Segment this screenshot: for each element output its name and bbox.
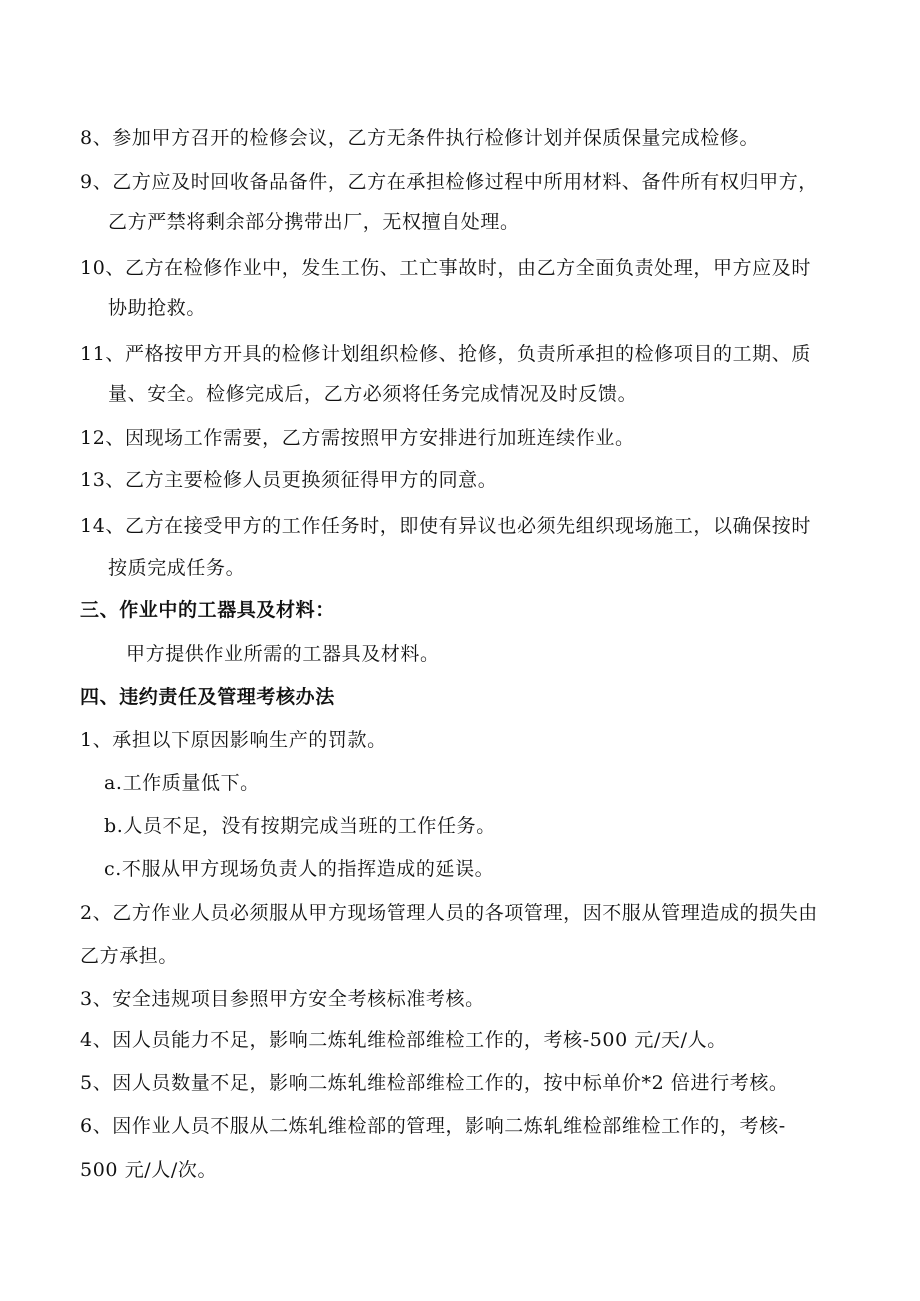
penalty-2-line-2: 乙方承担。	[80, 945, 179, 967]
section-3-heading: 三、作业中的工器具及材料：	[80, 599, 335, 621]
clause-11-line-1: 11、严格按甲方开具的检修计划组织检修、抢修，负责所承担的检修项目的工期、质	[80, 343, 811, 365]
penalty-4: 4、因人员能力不足，影响二炼轧维检部维检工作的，考核-500 元/天/人。	[80, 1029, 727, 1051]
penalty-1-a: a.工作质量低下。	[104, 772, 260, 794]
penalty-2-line-1: 2、乙方作业人员必须服从甲方现场管理人员的各项管理，因不服从管理造成的损失由	[80, 902, 818, 924]
clause-9-line-2: 乙方严禁将剩余部分携带出厂，无权擅自处理。	[108, 211, 520, 233]
clause-11-line-2: 量、安全。检修完成后，乙方必须将任务完成情况及时反馈。	[108, 383, 638, 405]
penalty-5: 5、因人员数量不足，影响二炼轧维检部维检工作的，按中标单价*2 倍进行考核。	[80, 1072, 789, 1094]
penalty-6-line-1: 6、因作业人员不服从二炼轧维检部的管理，影响二炼轧维检部维检工作的，考核-	[80, 1115, 786, 1137]
clause-14-line-1: 14、乙方在接受甲方的工作任务时，即使有异议也必须先组织现场施工，以确保按时	[80, 515, 811, 537]
clause-13: 13、乙方主要检修人员更换须征得甲方的同意。	[80, 469, 498, 491]
clause-12: 12、因现场工作需要，乙方需按照甲方安排进行加班连续作业。	[80, 427, 635, 449]
penalty-1: 1、承担以下原因影响生产的罚款。	[80, 729, 387, 751]
clause-10-line-2: 协助抢救。	[108, 297, 207, 319]
penalty-3: 3、安全违规项目参照甲方安全考核标准考核。	[80, 988, 485, 1010]
penalty-1-b: b.人员不足，没有按期完成当班的工作任务。	[104, 815, 496, 837]
penalty-1-c: c.不服从甲方现场负责人的指挥造成的延误。	[104, 858, 495, 880]
clause-9-line-1: 9、乙方应及时回收备品备件，乙方在承担检修过程中所用材料、备件所有权归甲方，	[80, 171, 818, 193]
penalty-6-line-2: 500 元/人/次。	[80, 1159, 218, 1181]
clause-10-line-1: 10、乙方在检修作业中，发生工伤、工亡事故时，由乙方全面负责处理，甲方应及时	[80, 257, 811, 279]
clause-14-line-2: 按质完成任务。	[108, 557, 246, 579]
clause-8: 8、参加甲方召开的检修会议，乙方无条件执行检修计划并保质保量完成检修。	[80, 127, 760, 149]
section-4-heading: 四、违约责任及管理考核办法	[80, 686, 335, 708]
section-3-body: 甲方提供作业所需的工器具及材料。	[126, 643, 440, 665]
